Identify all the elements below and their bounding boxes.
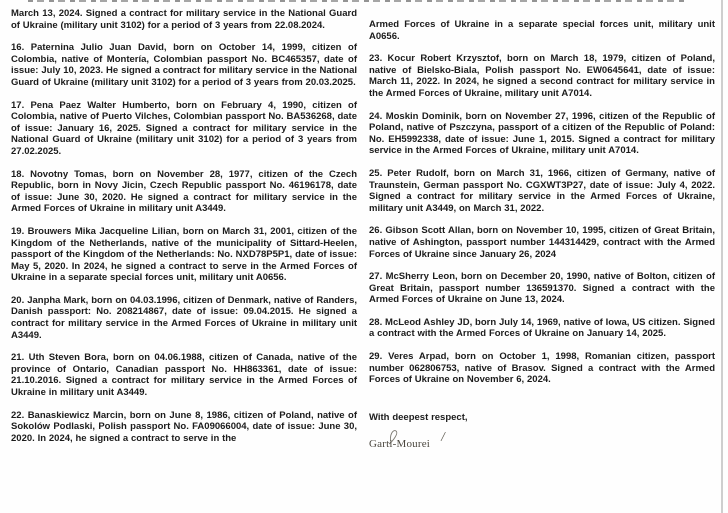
paragraph-entry-19: 19. Brouwers Mika Jacqueline Lilian, born on March 31, 2001, citizen of the Kingdom of the Netherlands, native of the municipality of Sittard-Heelen, passport of the Kingdom of the Netherlands: No. NXD78P5P1, date of issue: May 5, 2020. In 2024, he signed a contract to serve in the Armed Forces of Ukraine in a separate special forces unit, military unit A0656. (11, 225, 357, 284)
paragraph-entry-22: 22. Banaskiewicz Marcin, born on June 8, 1986, citizen of Poland, native of Sokolów Podlaski, Polish passport No. FA09066004, date of issue: June 30, 2020. In 2024, he signed a contract to serve in the (11, 409, 357, 444)
paragraph-entry-27: 27. McSherry Leon, born on December 20, 1990, native of Bolton, citizen of Great Britain, passport number 136591370. Signed a contract with the Armed Forces of Ukraine on June 13, 2024. (369, 271, 715, 306)
paragraph-entry-26: 26. Gibson Scott Allan, born on November 10, 1995, citizen of Great Britain, native of Ashington, passport number 144314429, contract with the Armed Forces of Ukraine since January 26, 2024 (369, 225, 715, 260)
scan-edge-line (721, 0, 723, 513)
signature-flourish-mark: / (440, 430, 446, 446)
right-column (369, 8, 715, 456)
paragraph-entry-22-continuation: Armed Forces of Ukraine in a separate special forces unit, military unit A0656. (369, 19, 715, 42)
paragraph-entry-21: 21. Uth Steven Bora, born on 04.06.1988, citizen of Canada, native of the province of Ontario, Canadian passport No. HH863361, date of issue: 21.10.2016. Signed a contract for military service in the Armed Forces of Ukraine in military unit A3449. (11, 352, 357, 399)
signature-name: Garti-Mourei (369, 438, 431, 451)
paragraph-entry-29: 29. Veres Arpad, born on October 1, 1998, Romanian citizen, passport number 062806753, native of Brasov. Signed a contract with the Armed Forces of Ukraine on November 6, 2024. (369, 351, 715, 386)
paragraph-entry-16: 16. Paternina Julio Juan David, born on October 14, 1999, citizen of Colombia, native of Montería, Colombian passport No. BC465357, date of issue: July 10, 2023. He signed a contract for military service in the National Guard of Ukraine (military unit 3102) for a period of 3 years from 20.03.2025. (11, 42, 357, 88)
paragraph-entry-20: 20. Janpha Mark, born on 04.03.1996, citizen of Denmark, native of Randers, Danish passport: No. 208214867, date of issue: 09.04.2015. He signed a contract for military service in the Armed Forces of Ukraine in military unit A3449. (11, 294, 357, 341)
paragraph-entry-25: 25. Peter Rudolf, born on March 31, 1966, citizen of Germany, native of Traunstein, German passport No. CGXWT3P27, date of issue: July 4, 2022. Signed a contract for military service in the Armed Forces of Ukraine, military unit A3449, on March 31, 2022. (369, 167, 715, 214)
paragraph-entry-24: 24. Moskin Dominik, born on November 27, 1996, citizen of the Republic of Poland, native of Pszczyna, passport of a citizen of the Republic of Poland: No. EH5992338, date of issue: June 1, 2015. Signed a contract for military service in the Armed Forces of Ukraine, military unit A7014. (369, 110, 715, 157)
scan-top-crop-artifact (28, 0, 688, 2)
paragraph-entry-23: 23. Kocur Robert Krzysztof, born on March 18, 1979, citizen of Poland, native of Bielsko-Biala, Polish passport No. EW0645641, date of issue: March 11, 2022. In 2024, he signed a second contract for military service in the Armed Forces of Ukraine, military unit A7014. (369, 53, 715, 99)
paragraph-contract-continuation: March 13, 2024. Signed a contract for military service in the National Guard of Ukraine (military unit 3102) for a period of 3 years from 22.08.2024. (11, 8, 357, 31)
left-column (11, 8, 357, 456)
closing-salutation: With deepest respect, (369, 411, 468, 423)
paragraph-entry-28: 28. McLeod Ashley JD, born July 14, 1969, native of Iowa, US citizen. Signed a contract with the Armed Forces of Ukraine on January 14, 2025. (369, 316, 715, 340)
paragraph-entry-17: 17. Pena Paez Walter Humberto, born on February 4, 1990, citizen of Colombia, native of Puerto Vilches, Colombian passport No. BA536268, date of issue: January 16, 2025. Signed a contract for military service in the National Guard of Ukraine (military unit 3102) for a period of 3 years from 27.02.2025. (11, 99, 357, 157)
signature-block (369, 430, 715, 456)
paragraph-entry-18: 18. Novotny Tomas, born on November 28, 1977, citizen of the Czech Republic, born in Novy Jicin, Czech Republic passport No. 46196178, date of issue: June 30, 2020. He signed a contract for military service in the Armed Forces of Ukraine in military unit A3449. (11, 168, 357, 215)
